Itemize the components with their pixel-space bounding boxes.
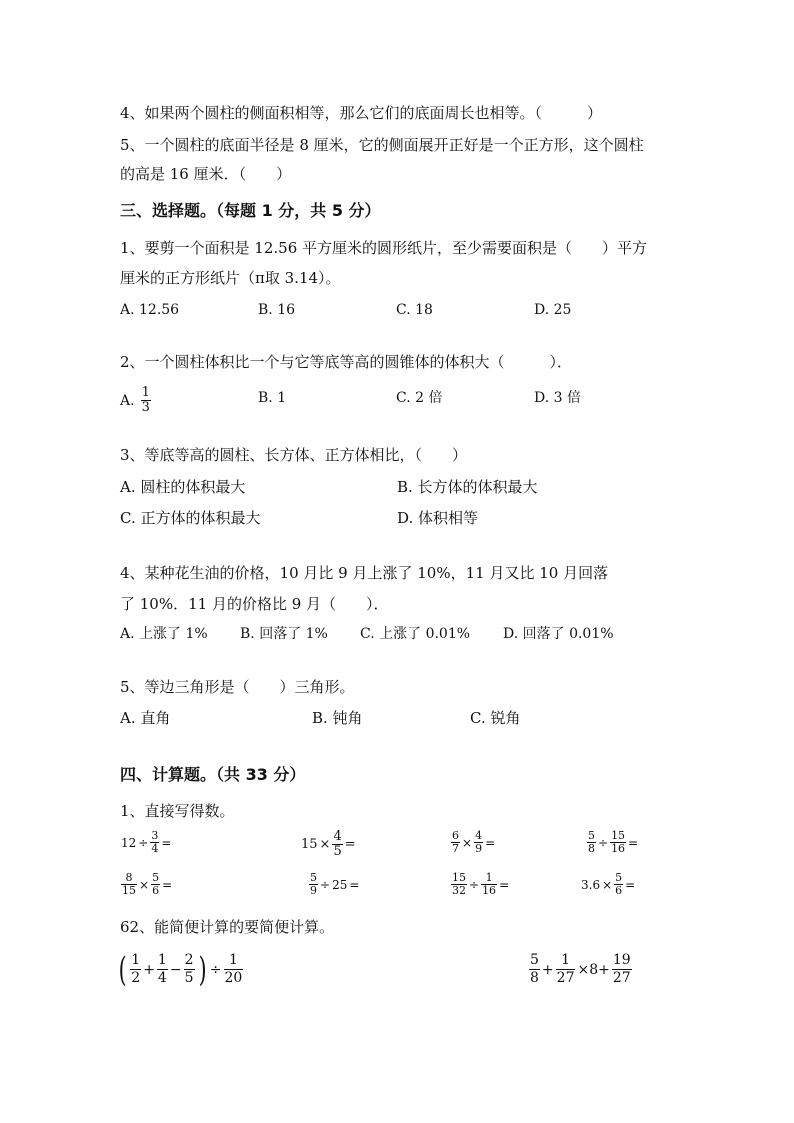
expr-8-15-times-5-6: $\frac{8}{15}$ × $\frac{5}{6}$ = [122, 871, 173, 897]
choice-4-option-b: B. 回落了 1% [240, 626, 328, 642]
option-a-label: A. [120, 392, 135, 409]
choice-question-2: 2、一个圆柱体积比一个与它等底等高的圆锥体的体积大（ ）． [120, 353, 573, 371]
choice-1-option-a: A. 12.56 [120, 302, 180, 318]
choice-question-3: 3、等底等高的圆柱、长方体、正方体相比，（ ） [120, 446, 468, 464]
expr-5-9-div-25: $\frac{5}{9}$ ÷ 25 = [310, 871, 360, 897]
choice-3-option-d: D. 体积相等 [397, 509, 479, 527]
tf-question-5-line1: 5、一个圆柱的底面半径是 8 厘米，它的侧面展开正好是一个正方形，这个圆柱 [120, 136, 644, 154]
choice-4-option-a: A. 上涨了 1% [120, 626, 208, 642]
choice-5-option-b: B. 钝角 [312, 709, 363, 727]
expr-6-7-times-4-9: $\frac{6}{7}$ × $\frac{4}{9}$ = [452, 829, 496, 855]
choice-1-option-d: D. 25 [534, 302, 572, 318]
section-3-title: 三、选择题。（每题 1 分，共 5 分） [120, 201, 381, 220]
expr-5-8-plus-1-27-times-8-plus-19-27: $\frac{5}{8}$ + $\frac{1}{27}$ ×8+ $\frac{19}{27}$ [530, 952, 631, 986]
choice-5-option-a: A. 直角 [120, 709, 171, 727]
choice-3-option-b: B. 长方体的体积最大 [397, 478, 538, 496]
calc-question-2: 62、能简便计算的要简便计算。 [120, 918, 335, 936]
expr-15-times-4-5: 15 × $\frac{4}{5}$ = [301, 829, 356, 859]
choice-1-option-c: C. 18 [396, 302, 433, 318]
tf-question-5-line2: 的高是 16 厘米．（ ） [120, 165, 292, 183]
choice-question-5: 5、等边三角形是（ ）三角形。 [120, 678, 355, 696]
choice-question-4-line2: 了 10%．11 月的价格比 9 月（ ）． [120, 595, 389, 613]
choice-2-option-c: C. 2 倍 [396, 390, 443, 406]
choice-4-option-d: D. 回落了 0.01% [503, 626, 614, 642]
choice-5-option-c: C. 锐角 [470, 709, 521, 727]
fraction-one-third: $\frac{1}{3}$ [141, 385, 150, 415]
section-4-title: 四、计算题。（共 33 分） [120, 765, 306, 784]
choice-4-option-c: C. 上涨了 0.01% [360, 626, 471, 642]
expr-3-6-times-5-6: 3.6 × $\frac{5}{6}$ = [581, 871, 636, 897]
choice-question-1-line1: 1、要剪一个面积是 12.56 平方厘米的圆形纸片，至少需要面积是（ ）平方 [120, 239, 648, 257]
choice-2-option-a [120, 386, 152, 415]
expr-12-div-3-4: 12 ÷ $\frac{3}{4}$ = [121, 829, 172, 855]
expr-5-8-div-15-16: $\frac{5}{8}$ ÷ $\frac{15}{16}$ = [588, 829, 639, 855]
choice-2-option-b: B. 1 [258, 390, 287, 406]
choice-1-option-b: B. 16 [258, 302, 296, 318]
choice-3-option-a: A. 圆柱的体积最大 [120, 478, 246, 496]
calc-question-1: 1、直接写得数。 [120, 802, 235, 820]
choice-3-option-c: C. 正方体的体积最大 [120, 509, 261, 527]
choice-question-1-line2: 厘米的正方形纸片（π取 3.14）。 [120, 269, 341, 287]
expr-bracket-sum-div-1-20: ( $\frac{1}{2}$ + $\frac{1}{4}$ − $\frac{2}{5}$ ) ÷ $\frac{1}{20}$ [118, 949, 243, 990]
expr-15-32-div-1-16: $\frac{15}{32}$ ÷ $\frac{1}{16}$ = [452, 871, 510, 897]
choice-2-option-d: D. 3 倍 [534, 390, 581, 406]
tf-question-4: 4、如果两个圆柱的侧面积相等，那么它们的底面周长也相等。（ ） [120, 104, 603, 122]
choice-question-4-line1: 4、某种花生油的价格，10 月比 9 月上涨了 10%，11 月又比 10 月回落 [120, 564, 609, 582]
